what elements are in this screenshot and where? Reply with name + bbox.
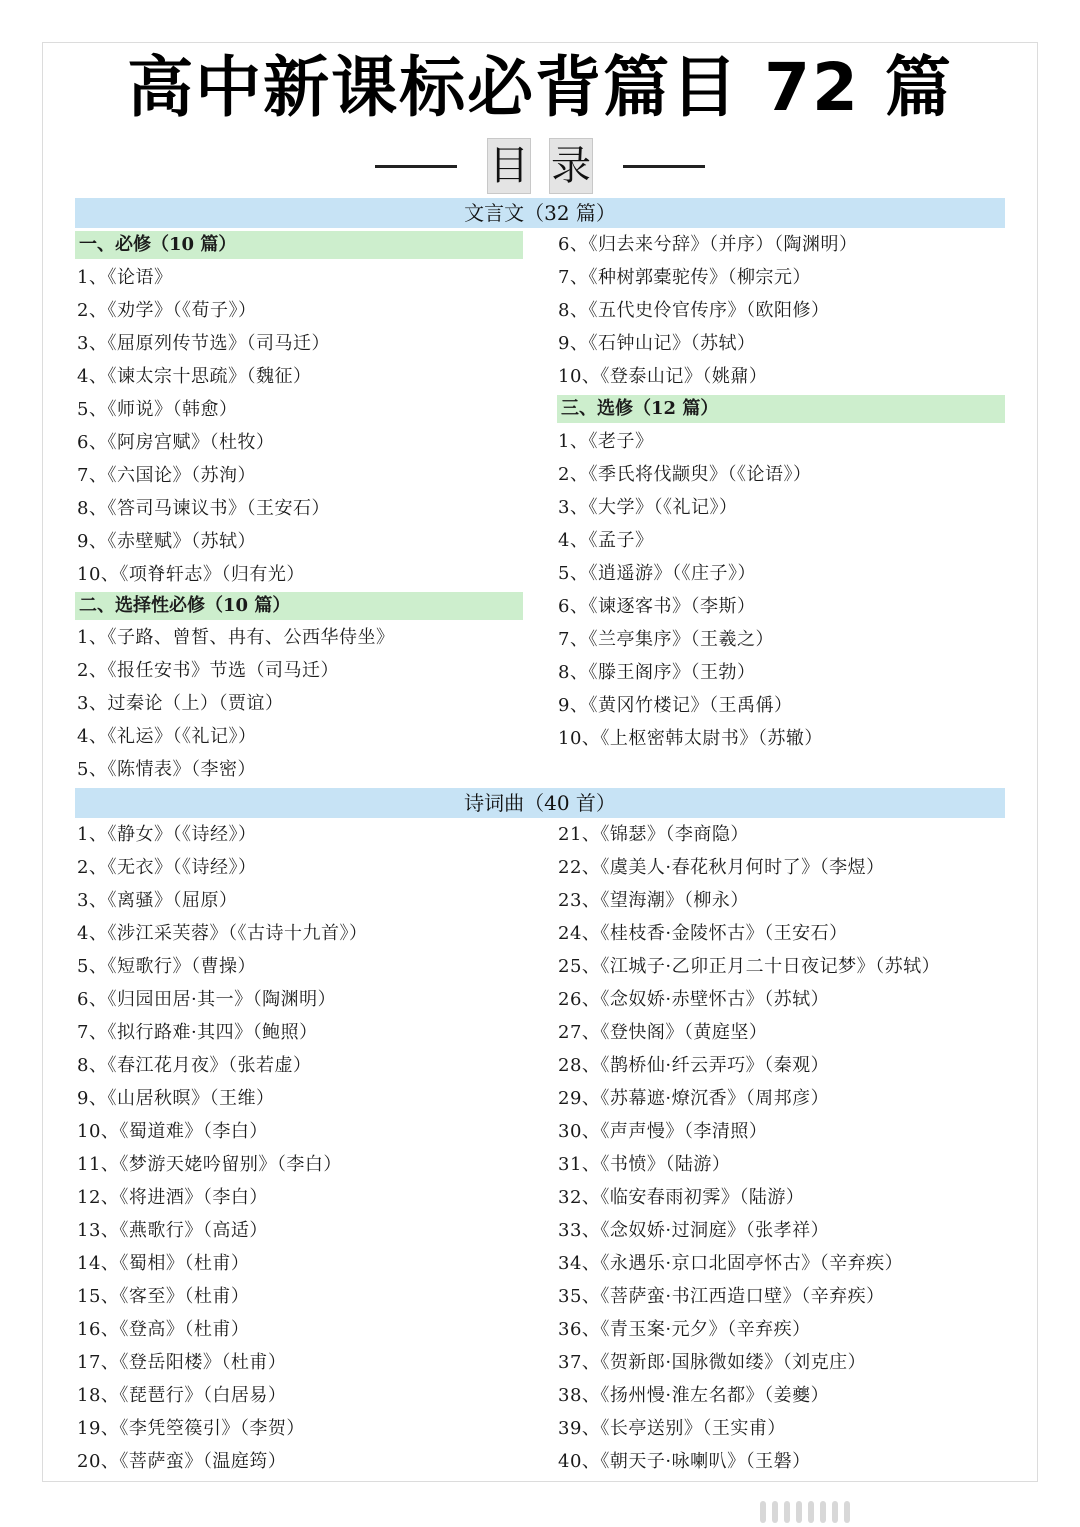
toc-dash-right [623, 165, 705, 168]
list-item: 11、《梦游天姥吟留别》（李白） [77, 1154, 342, 1175]
poetry-left-list [77, 818, 367, 1478]
list-item: 7、《种树郭橐驼传》（柳宗元） [558, 267, 811, 288]
list-item: 3、《屈原列传节选》（司马迁） [77, 333, 330, 354]
list-item: 33、《念奴娇·过洞庭》（张孝祥） [558, 1220, 830, 1241]
list-item: 9、《赤壁赋》（苏轼） [77, 531, 256, 552]
list-item: 3、《大学》（《礼记》） [558, 497, 738, 518]
list-item: 35、《菩萨蛮·书江西造口壁》（辛弃疾） [558, 1286, 885, 1307]
list-item: 2、《无衣》（《诗经》） [77, 857, 257, 878]
elective-list [558, 425, 823, 755]
list-item: 6、《归园田居·其一》（陶渊明） [77, 989, 337, 1010]
compulsory-continued-list [558, 228, 857, 393]
list-item: 1、《老子》 [558, 431, 654, 452]
list-item: 2、《报任安书》节选（司马迁） [77, 660, 339, 681]
decor-pill [808, 1501, 814, 1523]
list-item: 12、《将进酒》（李白） [77, 1187, 268, 1208]
list-item: 39、《长亭送别》（王实甫） [558, 1418, 786, 1439]
list-item: 20、《菩萨蛮》（温庭筠） [77, 1451, 287, 1472]
subsection-compulsory-title: 一、必修（10 篇） [75, 231, 523, 259]
list-item: 16、《登高》（杜甫） [77, 1319, 250, 1340]
list-item: 3、过秦论（上）（贾谊） [77, 693, 284, 714]
list-item: 22、《虞美人·春花秋月何时了》（李煜） [558, 857, 885, 878]
elective-compulsory-list [77, 621, 394, 786]
decor-pill [844, 1501, 850, 1523]
subsection-elective-title: 三、选修（12 篇） [557, 395, 1005, 423]
list-item: 27、《登快阁》（黄庭坚） [558, 1022, 768, 1043]
list-item: 36、《青玉案·元夕》（辛弃疾） [558, 1319, 811, 1340]
list-item: 24、《桂枝香·金陵怀古》（王安石） [558, 923, 848, 944]
list-item: 2、《季氏将伐颛臾》（《论语》） [558, 464, 812, 485]
toc-heading [0, 134, 1080, 198]
list-item: 8、《春江花月夜》（张若虚） [77, 1055, 312, 1076]
list-item: 10、《项脊轩志》（归有光） [77, 564, 305, 585]
list-item: 9、《山居秋暝》（王维） [77, 1088, 275, 1109]
section-poetry-title: 诗词曲（40 首） [75, 788, 1005, 818]
toc-char-1: 目 [487, 138, 531, 194]
list-item: 1、《静女》（《诗经》） [77, 824, 257, 845]
list-item: 30、《声声慢》（李清照） [558, 1121, 768, 1142]
list-item: 40、《朝天子·咏喇叭》（王磐） [558, 1451, 811, 1472]
list-item: 7、《兰亭集序》（王羲之） [558, 629, 774, 650]
decor-pill [760, 1501, 766, 1523]
list-item: 37、《贺新郎·国脉微如缕》（刘克庄） [558, 1352, 867, 1373]
list-item: 10、《蜀道难》（李白） [77, 1121, 268, 1142]
list-item: 29、《苏幕遮·燎沉香》（周邦彦） [558, 1088, 830, 1109]
list-item: 7、《六国论》（苏洵） [77, 465, 256, 486]
list-item: 5、《陈情表》（李密） [77, 759, 256, 780]
decor-pill [820, 1501, 826, 1523]
list-item: 23、《望海潮》（柳永） [558, 890, 749, 911]
list-item: 5、《逍遥游》（《庄子》） [558, 563, 756, 584]
list-item: 9、《石钟山记》（苏轼） [558, 333, 756, 354]
list-item: 8、《五代史伶官传序》（欧阳修） [558, 300, 830, 321]
list-item: 7、《拟行路难·其四》（鲍照） [77, 1022, 318, 1043]
list-item: 1、《子路、曾皙、冉有、公西华侍坐》 [77, 627, 395, 648]
decor-pill [784, 1501, 790, 1523]
list-item: 17、《登岳阳楼》（杜甫） [77, 1352, 287, 1373]
toc-label [481, 137, 599, 195]
decor-pill [832, 1501, 838, 1523]
list-item: 6、《归去来兮辞》（并序）（陶渊明） [558, 234, 858, 255]
page-title: 高中新课标必背篇目 72 篇 [127, 49, 953, 126]
list-item: 8、《答司马谏议书》（王安石） [77, 498, 330, 519]
list-item: 4、《谏太宗十思疏》（魏征） [77, 366, 312, 387]
list-item: 34、《永遇乐·京口北固亭怀古》（辛弃疾） [558, 1253, 904, 1274]
toc-dash-left [375, 165, 457, 168]
compulsory-list [77, 261, 330, 591]
list-item: 4、《涉江采芙蓉》（《古诗十九首》） [77, 923, 368, 944]
list-item: 5、《师说》（韩愈） [77, 399, 238, 420]
list-item: 18、《琵琶行》（白居易） [77, 1385, 287, 1406]
list-item: 14、《蜀相》（杜甫） [77, 1253, 250, 1274]
list-item: 5、《短歌行》（曹操） [77, 956, 256, 977]
bottom-decoration [760, 1500, 1060, 1524]
list-item: 6、《阿房宫赋》（杜牧） [77, 432, 275, 453]
list-item: 9、《黄冈竹楼记》（王禹偁） [558, 695, 793, 716]
list-item: 26、《念奴娇·赤壁怀古》（苏轼） [558, 989, 830, 1010]
list-item: 6、《谏逐客书》（李斯） [558, 596, 756, 617]
toc-char-2: 录 [549, 138, 593, 194]
list-item: 31、《书愤》（陆游） [558, 1154, 731, 1175]
list-item: 28、《鹊桥仙·纤云弄巧》（秦观） [558, 1055, 830, 1076]
list-item: 4、《礼运》（《礼记》） [77, 726, 257, 747]
decor-pill [772, 1501, 778, 1523]
list-item: 10、《登泰山记》（姚鼐） [558, 366, 768, 387]
list-item: 25、《江城子·乙卯正月二十日夜记梦》（苏轼） [558, 956, 941, 977]
list-item: 32、《临安春雨初霁》（陆游） [558, 1187, 805, 1208]
list-item: 13、《燕歌行》（高适） [77, 1220, 268, 1241]
list-item: 19、《李凭箜篌引》（李贺） [77, 1418, 305, 1439]
list-item: 2、《劝学》（《荀子》） [77, 300, 257, 321]
section-classical-title: 文言文（32 篇） [75, 198, 1005, 228]
list-item: 4、《孟子》 [558, 530, 654, 551]
decor-pill [796, 1501, 802, 1523]
list-item: 21、《锦瑟》（李商隐） [558, 824, 749, 845]
list-item: 8、《滕王阁序》（王勃） [558, 662, 756, 683]
list-item: 38、《扬州慢·淮左名都》（姜夔） [558, 1385, 830, 1406]
list-item: 10、《上枢密韩太尉书》（苏辙） [558, 728, 823, 749]
list-item: 15、《客至》（杜甫） [77, 1286, 250, 1307]
list-item: 3、《离骚》（屈原） [77, 890, 238, 911]
subsection-elective-compulsory-title: 二、选择性必修（10 篇） [75, 592, 523, 620]
poetry-right-list [558, 818, 940, 1478]
list-item: 1、《论语》 [77, 267, 173, 288]
